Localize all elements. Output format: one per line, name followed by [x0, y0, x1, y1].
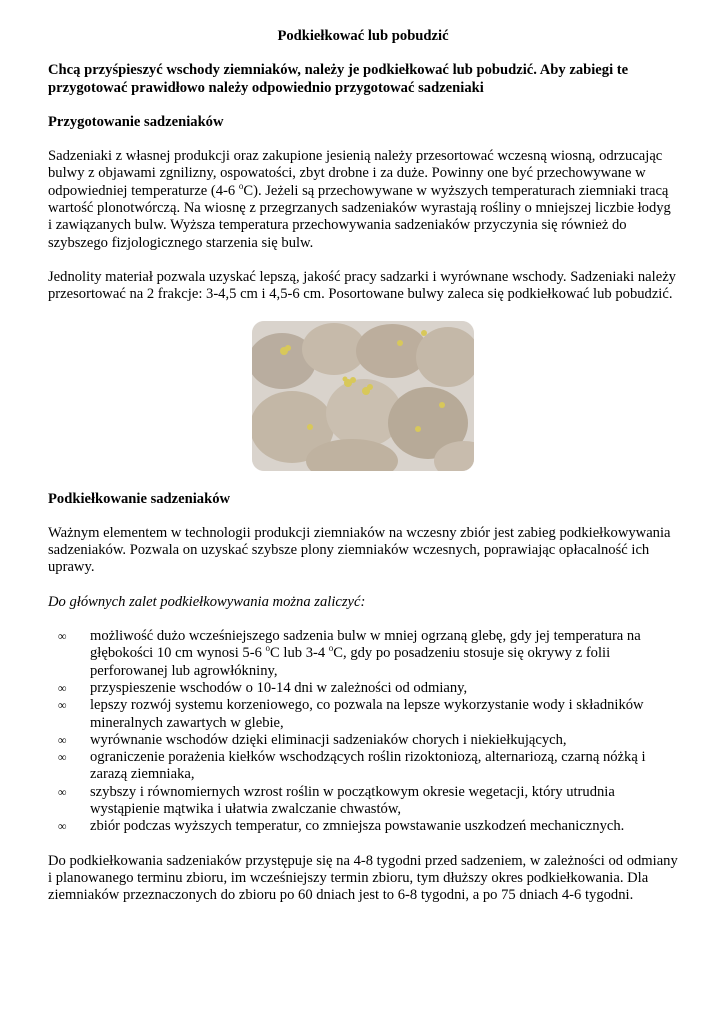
- advantages-lead: Do głównych zalet podkiełkowywania można zaliczyć:: [48, 593, 366, 610]
- text-run: możliwość dużo wcześniejszego sadzenia bulw w mniej ogrzaną glebę, gdy jej temperatura na głębokości 10 cm wynosi 5-6: [90, 628, 641, 662]
- section-heading-sprouting: Podkiełkowanie sadzeniaków: [48, 490, 231, 507]
- list-item: [48, 628, 678, 680]
- text-run: C, gdy po posadzeniu stosuje się okrywy z folii perforowanej lub agrowłókniny,: [90, 645, 611, 679]
- text-run: Sadzeniaki z własnej produkcji oraz zakupione jesienią należy przesortować wczesną wiosną, odrzucając bulwy z objawami zgnilizny, ospowatości, zbyt drobne i za duże. Powinny one być przechowywane w odpowiedniej temperaturze (4-6: [48, 148, 663, 199]
- list-item-text: wyrównanie wschodów dzięki eliminacji sadzeniaków chorych i niekiełkujących,: [90, 731, 567, 748]
- preparation-paragraph-1: [48, 148, 678, 252]
- infinity-bullet-icon: ∞: [58, 680, 67, 695]
- seed-potatoes-photo: [252, 321, 474, 471]
- list-item: [48, 732, 678, 749]
- sprouting-paragraph-1: Ważnym elementem w technologii produkcji ziemniaków na wczesny zbiór jest zabieg podkiełkowywania sadzeniaków. Pozwala on uzyskać szybsze plony ziemniaków wczesnych, poprawiając opłacalność ich uprawy.: [48, 524, 671, 576]
- text-run: C). Jeżeli są przechowywane w wyższych temperaturach ziemniaki tracą wartość plonotwórczą. Na wiosnę z przegrzanych sadzeniaków wyrastają rośliny o mniejszej liczbie łodyg i zawiązanych bulw. Wyższa temperatura przechowywania sadzeniaków przyczynia się również do szybszego fizjologicznego starzenia się bulw.: [48, 182, 671, 251]
- preparation-paragraph-2: Jednolity materiał pozwala uzyskać lepszą, jakość pracy sadzarki i wyrównane wschody. Sadzeniaki należy przesortować na 2 frakcje: 3-4,5 cm i 4,5-6 cm. Posortowane bulwy zaleca się podkiełkować lub pobudzić.: [48, 268, 676, 303]
- document-title: Podkiełkować lub pobudzić: [277, 28, 449, 44]
- infinity-bullet-icon: ∞: [58, 819, 67, 834]
- intro-paragraph: Chcą przyśpieszyć wschody ziemniaków, należy je podkiełkować lub pobudzić. Aby zabiegi te przygotować prawidłowo należy odpowiednio przygotować sadzeniaki: [48, 62, 629, 96]
- list-item: [48, 680, 678, 697]
- list-item-text: ograniczenie porażenia kiełków wschodzących roślin rizoktoniozą, alternariozą, czarną nóżką i zarazą ziemniaka,: [90, 749, 646, 783]
- list-item: [48, 749, 678, 784]
- document-page: [48, 28, 678, 922]
- list-item-text: lepszy rozwój systemu korzeniowego, co pozwala na lepsze wykorzystanie wody i składników mineralnych zawartych w glebie,: [90, 697, 644, 731]
- list-item-text: zbiór podczas wyższych temperatur, co zmniejsza powstawanie uszkodzeń mechanicznych.: [90, 818, 625, 835]
- sprouting-paragraph-2: Do podkiełkowania sadzeniaków przystępuje się na 4-8 tygodni przed sadzeniem, w zależności od odmiany i planowanego terminu zbioru, im wcześniejszy termin zbioru, tym dłuższy okres podkiełkowania. Dla ziemniaków przeznaczonych do zbioru po 60 dniach jest to 6-8 tygodni, a po 75 dniach 4-6 tygodni.: [48, 852, 678, 904]
- section-heading-preparation: Przygotowanie sadzeniaków: [48, 113, 224, 130]
- infinity-bullet-icon: ∞: [58, 629, 67, 644]
- text-run: C lub 3-4: [270, 645, 329, 662]
- list-item: [48, 697, 678, 732]
- advantages-list: [48, 628, 678, 836]
- infinity-bullet-icon: ∞: [58, 750, 67, 765]
- degree-superscript: o: [328, 643, 334, 654]
- list-item-text: szybszy i równomiernych wzrost roślin w początkowym okresie wegetacji, który utrudnia wystąpienie mątwika i ułatwia zwalczanie chwastów,: [90, 783, 615, 818]
- list-item: [48, 818, 678, 835]
- infinity-bullet-icon: ∞: [58, 698, 67, 713]
- degree-superscript: o: [265, 643, 271, 654]
- list-item: [48, 784, 678, 819]
- infinity-bullet-icon: ∞: [58, 732, 67, 747]
- degree-superscript: o: [238, 180, 244, 191]
- infinity-bullet-icon: ∞: [58, 784, 67, 799]
- list-item-text: przyspieszenie wschodów o 10-14 dni w zależności od odmiany,: [90, 679, 468, 696]
